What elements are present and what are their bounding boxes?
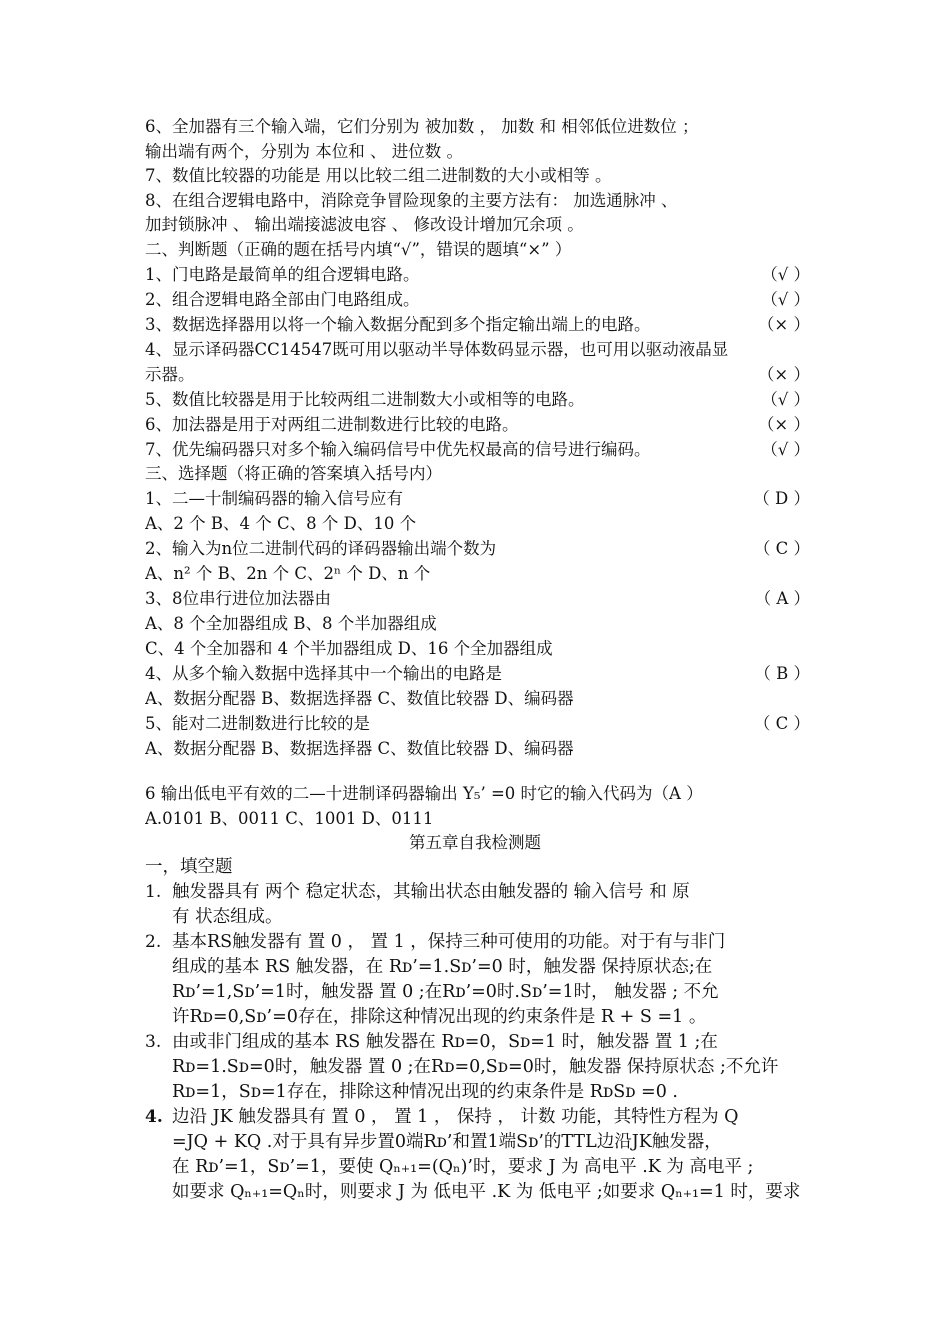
choice-line [145,736,810,761]
judge-item [145,287,810,312]
choice-line [145,536,810,561]
fill-blank-line-6: 6、全加器有三个输入端，它们分别为 被加数 ， 加数 和 相邻低位进数位 ； [145,117,699,136]
judge-item-answer: （√ ） [761,440,810,459]
choice-title: 三、选择题（将正确的答案填入括号内） [145,464,442,483]
choice-line-text: A、数据分配器 B、数据选择器 C、数值比较器 D、编码器 [145,739,574,758]
q2-line-3: Rᴅ’=1,Sᴅ’=1时，触发器 置 0 ;在Rᴅ’=0时.Sᴅ’=1时， 触发器 ; 不允 [172,982,719,1002]
choice-line-text: 2、输入为n位二进制代码的译码器输出端个数为 [145,539,497,558]
judge-item-text: 2、组合逻辑电路全部由门电路组成。 [145,290,420,309]
choice-line-answer: （ D ） [753,489,810,508]
q4-line-4: 如要求 Qₙ₊₁=Qₙ时，则要求 J 为 低电平 .K 为 低电平 ;如要求 Qₙ₊₁=1 时，要求 [172,1182,801,1202]
q3-line-1: 由或非门组成的基本 RS 触发器在 Rᴅ=0，Sᴅ=1 时，触发器 置 1 ;在 [172,1032,718,1052]
q2-number: 2. [145,932,162,952]
choice-line-text: C、4 个全加器和 4 个半加器组成 D、16 个全加器组成 [145,639,553,658]
choice-q6: 6 输出低电平有效的二—十进制译码器输出 Y₅’ =0 时它的输入代码为（A ） [145,784,703,803]
choice-line [145,611,810,636]
q4-line-1: 边沿 JK 触发器具有 置 0 ， 置 1 ， 保持 ， 计数 功能，其特性方程为 Q [172,1107,739,1127]
q3-number: 3. [145,1032,162,1052]
q2-line-4: 许Rᴅ=0,Sᴅ’=0存在，排除这种情况出现的约束条件是 R + S =1 。 [172,1007,707,1027]
choice-line [145,511,810,536]
judge-item-text: 3、数据选择器用以将一个输入数据分配到多个指定输出端上的电路。 [145,315,651,334]
choice-line [145,561,810,586]
choice-line-text: 5、能对二进制数进行比较的是 [145,714,370,733]
judge-item-text: 5、数值比较器是用于比较两组二进制数大小或相等的电路。 [145,390,585,409]
choice-line-text: A、数据分配器 B、数据选择器 C、数值比较器 D、编码器 [145,689,574,708]
chapter-title: 第五章自我检测题 [409,833,541,852]
judge-item-answer: （√ ） [761,290,810,309]
choice-line-answer: （ C ） [753,714,810,733]
judge-item-text: 6、加法器是用于对两组二进制数进行比较的电路。 [145,415,519,434]
q1-number: 1. [145,882,162,902]
judge-item-answer: （√ ） [761,390,810,409]
judge-item [145,437,810,462]
q3-line-3: Rᴅ=1，Sᴅ=1存在，排除这种情况出现的约束条件是 RᴅSᴅ =0 . [172,1082,678,1102]
judge-item-text: 1、门电路是最简单的组合逻辑电路。 [145,265,420,284]
judge-item-text: 7、优先编码器只对多个输入编码信号中优先权最高的信号进行编码。 [145,440,651,459]
choice-line-answer: （ C ） [753,539,810,558]
q4-line-2: =JQ + KQ .对于具有异步置0端Rᴅ’和置1端Sᴅ’的TTL边沿JK触发器， [172,1132,722,1152]
judge-item [145,412,810,437]
fill-blank-line-8b: 加封锁脉冲 、 输出端接滤波电容 、 修改设计增加冗余项 。 [145,215,584,234]
fill-blank-line-8: 8、在组合逻辑电路中，消除竞争冒险现象的主要方法有： 加选通脉冲 、 [145,191,678,210]
choice-line-text: 1、二—十制编码器的输入信号应有 [145,489,403,508]
choice-line-answer: （ A ） [754,589,810,608]
choice-line-text: 3、8位串行进位加法器由 [145,589,331,608]
q2-line-2: 组成的基本 RS 触发器，在 Rᴅ’=1.Sᴅ’=0 时，触发器 保持原状态;在 [172,957,713,977]
choice-line [145,686,810,711]
choice-line-text: A、8 个全加器组成 B、8 个半加器组成 [145,614,437,633]
judge-item [145,337,810,362]
judge-item-text: 示器。 [145,365,195,384]
judge-item-answer: （× ） [757,315,810,334]
choice-line [145,486,810,511]
q4-number: 4. [145,1107,163,1127]
judge-item-answer: （√ ） [761,265,810,284]
q1-line-1: 触发器具有 两个 稳定状态，其输出状态由触发器的 输入信号 和 原 [172,882,690,902]
choice-line [145,636,810,661]
q3-line-2: Rᴅ=1.Sᴅ=0时，触发器 置 0 ;在Rᴅ=0,Sᴅ=0时，触发器 保持原状态 ;不允许 [172,1057,779,1077]
choice-q6-options: A.0101 B、0011 C、1001 D、0111 [145,809,434,828]
choice-line [145,661,810,686]
judge-item-answer: （× ） [757,365,810,384]
judge-title: 二、判断题（正确的题在括号内填“√”，错误的题填“×” ） [145,240,572,259]
choice-line [145,586,810,611]
judge-item [145,387,810,412]
judge-item [145,312,810,337]
judge-item [145,262,810,287]
choice-line-text: A、2 个 B、4 个 C、8 个 D、10 个 [145,514,417,533]
fill-blank-line-7: 7、数值比较器的功能是 用以比较二组二进制数的大小或相等 。 [145,166,612,185]
choice-line-text: A、n² 个 B、2n 个 C、2ⁿ 个 D、n 个 [145,564,431,583]
q2-line-1: 基本RS触发器有 置 0 ， 置 1 ，保持三种可使用的功能。对于有与非门 [172,932,726,952]
section-title: 一，填空题 [145,857,233,877]
choice-line-answer: （ B ） [754,664,810,683]
choice-line [145,711,810,736]
judge-item-answer: （× ） [757,415,810,434]
choice-line-text: 4、从多个输入数据中选择其中一个输出的电路是 [145,664,502,683]
fill-blank-line-6b: 输出端有两个，分别为 本位和 、 进位数 。 [145,142,463,161]
judge-item-text: 4、显示译码器CC14547既可用以驱动半导体数码显示器，也可用以驱动液晶显 [145,340,729,359]
q1-line-2: 有 状态组成。 [172,907,283,927]
q4-line-3: 在 Rᴅ’=1，Sᴅ’=1，要使 Qₙ₊₁=(Qₙ)’时，要求 J 为 高电平 .K 为 高电平 ; [172,1157,754,1177]
judge-item [145,362,810,387]
